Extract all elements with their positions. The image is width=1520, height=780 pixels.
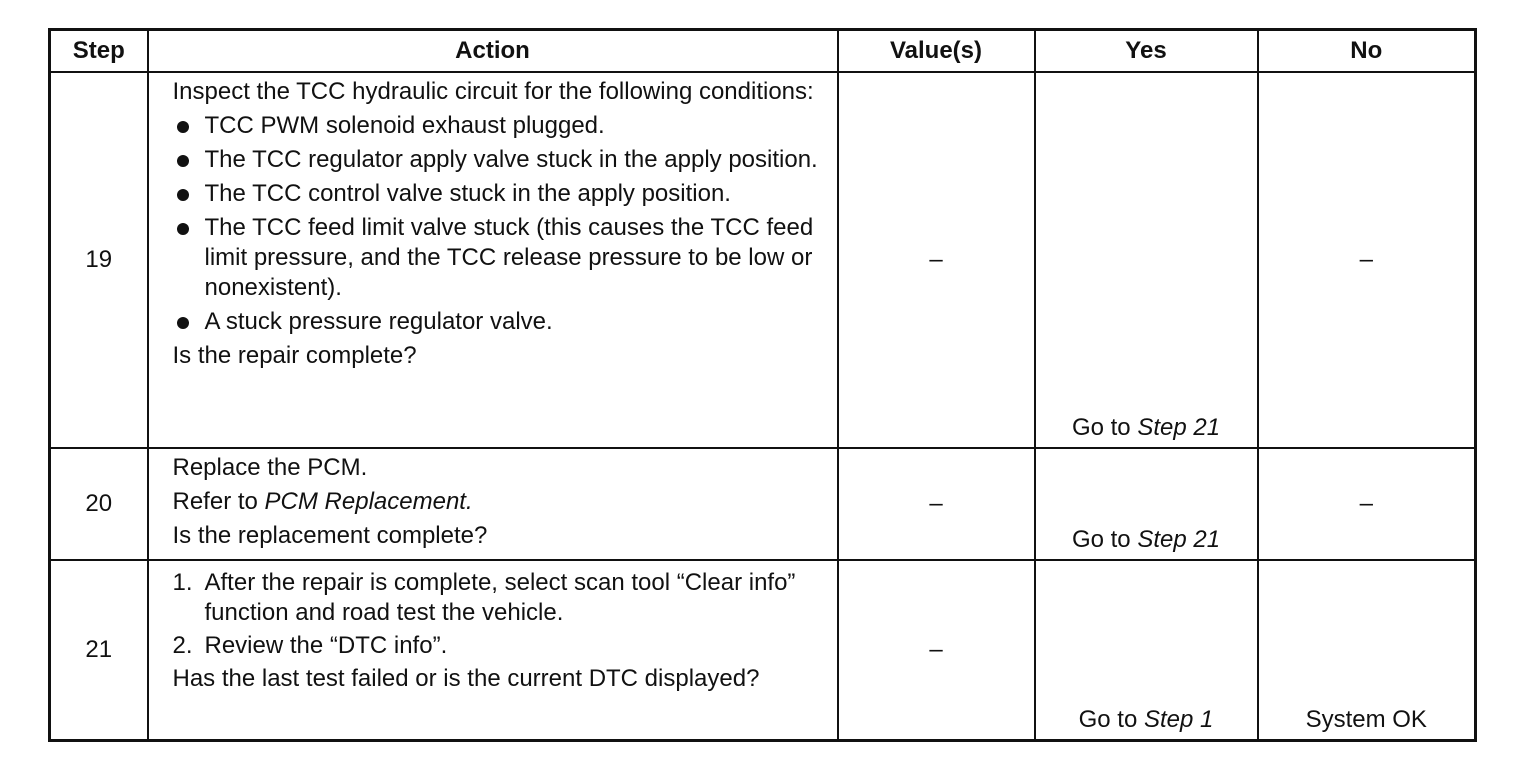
step-number: 19 (50, 72, 148, 448)
header-action: Action (148, 30, 838, 73)
yes-step-ref: Step 21 (1137, 526, 1221, 553)
no-cell: – (1258, 448, 1476, 560)
table-row-step-20 (50, 448, 1476, 560)
yes-step-ref: Step 1 (1143, 705, 1214, 733)
step-number: 21 (50, 560, 148, 740)
item-text: After the repair is complete, select scan tool “Clear info” function and road test the vehicle. (204, 569, 796, 626)
condition-item: The TCC feed limit valve stuck (this causes the TCC feed limit pressure, and the TCC release pressure to be low or nonexistent). (173, 213, 823, 303)
condition-item: The TCC control valve stuck in the apply position. (173, 179, 823, 209)
value-cell: – (838, 560, 1035, 740)
no-cell: System OK (1258, 560, 1476, 740)
procedure-item (173, 568, 823, 628)
value-cell: – (838, 448, 1035, 560)
action-cell (148, 448, 838, 560)
value-cell: – (838, 72, 1035, 448)
reference-prefix: Refer to (172, 488, 265, 515)
action-line: Replace the PCM. (172, 454, 368, 481)
header-step: Step (50, 30, 148, 73)
condition-list (173, 111, 823, 337)
header-values: Value(s) (838, 30, 1035, 73)
step-number: 20 (50, 448, 148, 560)
table-row-step-21 (50, 560, 1476, 740)
yes-prefix: Go to (1071, 414, 1138, 441)
action-question: Is the repair complete? (172, 342, 417, 369)
action-question: Has the last test failed or is the current DTC displayed? (172, 665, 760, 692)
table-row-step-19 (50, 72, 1476, 448)
yes-step-ref: Step 21 (1137, 414, 1221, 441)
header-no: No (1258, 30, 1476, 73)
yes-cell (1035, 72, 1258, 448)
diagnostic-step-table (48, 28, 1477, 742)
condition-item: TCC PWM solenoid exhaust plugged. (173, 111, 823, 141)
action-intro: Inspect the TCC hydraulic circuit for the following conditions: (172, 78, 814, 105)
yes-cell (1035, 560, 1258, 740)
condition-item: The TCC regulator apply valve stuck in the apply position. (173, 145, 823, 175)
yes-prefix: Go to (1078, 705, 1144, 733)
item-number: 2. (172, 632, 193, 659)
procedure-list (173, 568, 823, 661)
action-cell (148, 560, 838, 740)
header-yes: Yes (1035, 30, 1258, 73)
action-cell (148, 72, 838, 448)
procedure-item (173, 631, 823, 661)
reference-title: PCM Replacement. (264, 488, 473, 515)
yes-prefix: Go to (1071, 526, 1138, 553)
no-cell: – (1258, 72, 1476, 448)
item-number: 1. (172, 569, 193, 596)
yes-cell (1035, 448, 1258, 560)
table-header-row (50, 30, 1476, 73)
action-question: Is the replacement complete? (172, 522, 488, 549)
condition-item: A stuck pressure regulator valve. (173, 307, 823, 337)
item-text: Review the “DTC info”. (204, 632, 448, 659)
action-reference (173, 487, 823, 517)
